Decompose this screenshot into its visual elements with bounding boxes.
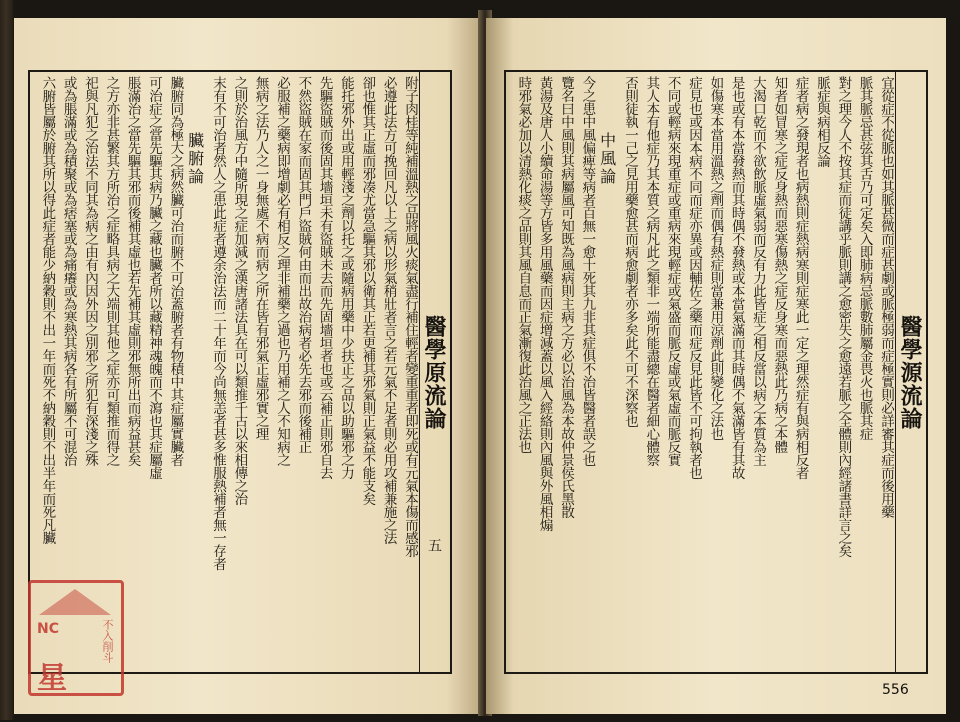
text-column: 之則於治風方中隨所現之症加減之漢唐諸法具在可以類推千古以來相傳之治 [231, 76, 248, 505]
left-page-number: 五 [426, 538, 442, 552]
text-column: 症者病之發現者也病熱則症熱病寒則症寒此一定之理然症有與病相反者 [792, 76, 809, 479]
text-column: 中風論 [597, 132, 617, 186]
text-column: 脹滿治之當先驅其邪而後補其虛也若先補其虛則邪無所出而病益甚矣 [124, 76, 141, 466]
text-column: 不然盜賊在家而固其門戶盜賊何由而出故治病者必先去邪而後補正 [295, 76, 312, 453]
seal-small-text: 不入削斗 [101, 619, 114, 663]
text-column: 其人本有他症乃其本質之病凡此之類非一端所能盡總在醫者細心體察 [643, 76, 660, 466]
text-column: 對之理今人不按其症而徒講乎脈則講之愈密失之愈遠若脈之全體則內經諸書詳言之矣 [835, 76, 852, 557]
text-column: 時邪氣必加以清熱化痰之品則其風自息而正氣漸復此治風之正法也 [515, 76, 532, 453]
banner-rule [419, 72, 420, 672]
seal-text-star: 星 [37, 661, 67, 696]
text-column: 不同或輕病來現重症或重病來現輕症或氣盛而脈反虛或氣虛而脈反實 [664, 76, 681, 466]
text-column: 如傷寒本當用溫熱之劑而偶有熱症則當兼用涼劑此則變化之法也 [707, 76, 724, 440]
text-column: 六腑皆屬於腑其所以得此症者能少納穀則不出一年而死不納穀則不出半年而死凡臟 [39, 76, 56, 544]
right-page [486, 18, 946, 714]
banner-rule [895, 72, 896, 672]
text-column: 脈症與病相反論 [813, 76, 830, 167]
collector-seal [28, 580, 124, 696]
text-column: 症見也或因本病不同而症亦異或因輔佐之藥而症反見此皆不可拘執者也 [685, 76, 702, 479]
text-column: 宜從症不從脈也如其脈甚微而症甚劇或脈極弱而症極實則必詳審其症而後用藥 [877, 76, 894, 518]
text-column: 之方亦非甚繁其方所治之症略具病之大端則其他之症亦可類推而得之 [103, 76, 120, 466]
left-page-banner: 醫學原流論 [421, 314, 447, 430]
seal-text-nc: NC [37, 621, 59, 637]
text-column: 附子肉桂等純補溫熱之品將風火痰氣盡行補住輕者變重重者即死或有元氣本傷而感邪 [401, 76, 418, 557]
text-column: 大渴口乾而不欲飲脈虛氣弱而反有力此皆症之相反當以病之本質為主 [749, 76, 766, 466]
text-column: 祀與凡犯之治法不同其為病之由有內因外因之別邪之所犯有深淺之殊 [81, 76, 98, 466]
text-column: 必服補之藥病即增劇必有相反之理非補藥之過也乃用補之人不知病之 [273, 76, 290, 466]
text-column: 必遵此法方可挽回凡以上之病以形氣稍壯者言之若元氣不足者則必用攻補兼施之法 [380, 76, 397, 544]
text-column: 覽名曰中風則其病屬風可知既為風病則主病之方必以治風為本故仲景侯氏黑散 [557, 76, 574, 518]
text-column: 脈其脈忌甚弦其舌乃可定矣入即肺病忌脈數肺屬金畏火也脈其症 [856, 76, 873, 440]
text-column: 否則徒執一己之見用藥愈甚而病愈劇者亦多矣此不可不深察也 [621, 76, 638, 427]
text-column: 黃湯及唐人小續命湯等方皆多用風藥而因症增減蓋以風入經絡則內風與外風相煽 [536, 76, 553, 531]
text-column: 或為脹滿或為積聚或為痞塞或為痛癢或為寒熱其病各有所屬不可混治 [60, 76, 77, 466]
text-column: 卻也惟其正虛而邪凑尤當急驅其邪以衛其正若更補其邪氣則正氣益不能支矣 [359, 76, 376, 505]
text-column: 可治症之當先驅其病乃臟之藏也臟者所以藏精神魂魄而不瀉也其症屬虛 [145, 76, 162, 479]
text-column: 臟腑論 [185, 132, 205, 186]
text-column: 知者如冒寒之症反身熱而惡寒傷熱之症反身寒而惡熱此乃病之本體 [771, 76, 788, 453]
text-column: 臟腑同為極大之病然臟可治而腑不可治蓋腑者有物積中其症屬實臟者 [167, 76, 184, 466]
text-column: 末有不可治者然人之患此症者遵余治法而二十年而今尚無恙者甚多惟服熱補者無一存者 [209, 76, 226, 570]
text-column: 先驅盜賊而後固其墻垣未有盜賊未去而先固墻垣者也或云補正則邪自去 [316, 76, 333, 479]
text-column: 是也或有本當發熱而其時偶不發熱或本當氣滿而其時偶不氣滿皆有其故 [728, 76, 745, 479]
right-page-number: 556 [882, 682, 909, 698]
right-text-frame [504, 70, 928, 674]
seal-roof-mark [39, 589, 111, 615]
text-column: 今之患中風偏痺等病者百無一愈十死其九非其症俱不治皆醫者誤之也 [579, 76, 596, 466]
text-column: 無病之法乃人之一身無處不病而病之所在皆有邪氣正虛邪實之理 [252, 76, 269, 440]
right-page-banner: 醫學源流論 [897, 314, 923, 430]
text-column: 能托邪外出或用輕淺之劑以托之或隨病用藥中少扶正之品以助驅邪之力 [337, 76, 354, 479]
